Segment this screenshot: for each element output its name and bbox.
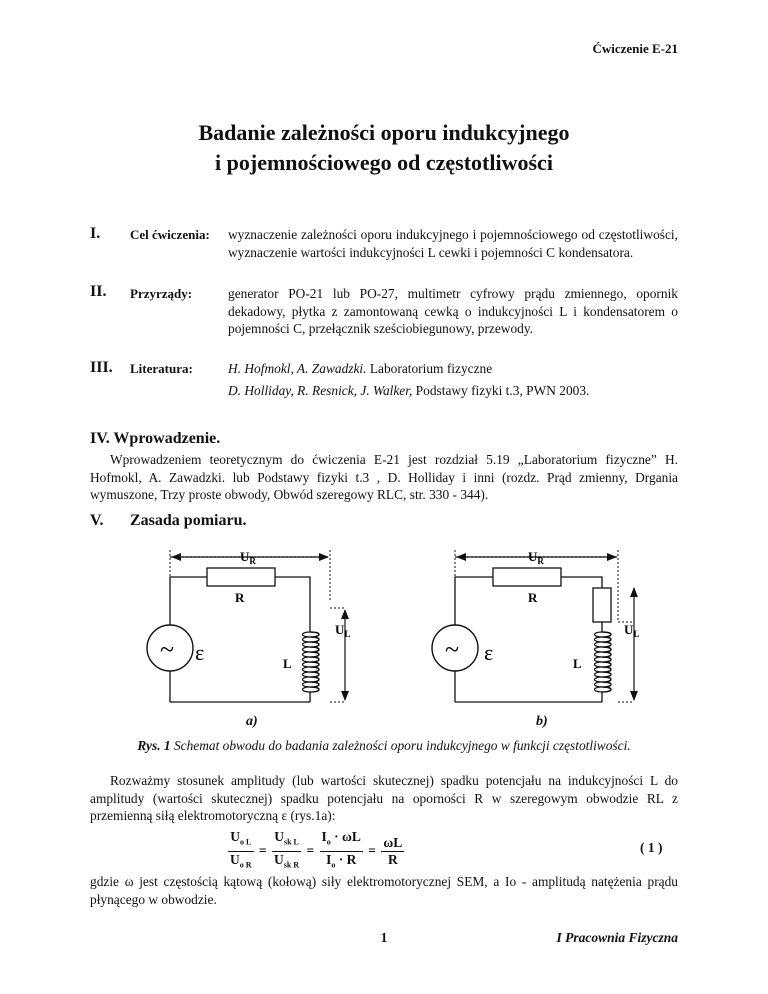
eq-fraction-3: $\frac{I_o \cdot \omega L}{I_o \cdot R}$ — [321, 829, 361, 870]
page-number: 1 — [380, 930, 388, 945]
inductor-a — [303, 632, 311, 692]
circuit-a — [147, 549, 350, 702]
section-1-text: wyznaczenie zależności oporu indukcyjnego i pojemnościowego od częstotliwości, wyznaczenie wartości indukcyjności L cewki i pojemności C kondensatora. — [228, 227, 678, 260]
eq-fraction-4: $\frac{\omega L}{R}$ — [383, 834, 403, 867]
title-line-2: i pojemnościowego od częstotliwości — [215, 150, 553, 175]
footer-lab: I Pracownia Fizyczna — [556, 930, 678, 945]
section-2-text: generator PO-21 lub PO-27, multimetr cyfrowy prądu zmiennego, opornik dekadowy, płytka z zamontowaną cewką o indukcyjności L i kondensatorem o pojemności C, przełącznik sześciobiegunowy, przewody. — [228, 286, 678, 336]
principle-number: V. — [90, 512, 104, 529]
emf-label-a: ε — [195, 640, 205, 665]
equation-number: ( 1 ) — [640, 840, 663, 855]
intro-heading: IV. Wprowadzenie. — [90, 430, 221, 447]
section-2-label: Przyrządy: — [130, 286, 193, 301]
ul-label-b: $U_L$ — [624, 622, 640, 639]
exercise-label: Ćwiczenie E-21 — [592, 41, 678, 56]
eq-fraction-1: $\frac{U_{o L}}{U_{o R}}$ — [230, 829, 252, 870]
eq-fraction-2: $\frac{U_{sk L}}{U_{sk R}}$ — [273, 829, 300, 870]
document-title — [0, 118, 768, 178]
title-line-1: Badanie zależności oporu indukcyjnego — [198, 120, 570, 145]
section-1-label: Cel ćwiczenia: — [130, 227, 210, 242]
l-label-a: L — [283, 656, 292, 671]
l-label-b: L — [573, 656, 582, 671]
figure-caption — [0, 738, 768, 754]
section-2-number: II. — [90, 283, 107, 300]
principle-heading: Zasada pomiaru. — [130, 512, 247, 529]
paragraph-text: Rozważmy stosunek amplitudy (lub wartości skutecznej) spadku potencjału na indukcyjności L do amplitudy (wartości skutecznej) spadku potencjału na oporności R w szeregowym obwodzie RL z przemienną siłą elektromotoryczną ε (rys.1a): — [90, 773, 678, 823]
literature-title: Podstawy fizyki t.3, PWN 2003. — [412, 383, 590, 398]
equation-1: $\frac{U_{o L}}{U_{o R}}$ = $\frac{U_{sk L}}{U_{sk R}}$ = $\frac{I_o \cdot \omega L}{I_o \cdot R}$ = $\frac{\omega L}{R}$ — [228, 829, 404, 873]
ac-symbol: ~ — [445, 635, 460, 664]
literature-item — [228, 360, 698, 378]
circuit-figure — [0, 535, 768, 755]
coil-resistance-b — [593, 588, 611, 622]
literature-item — [228, 382, 698, 400]
ur-label-a: $U_R$ — [240, 549, 256, 566]
subfigure-b-label: b) — [536, 714, 548, 729]
caption-lead: Rys. 1 — [137, 738, 171, 753]
ur-label-b: $U_R$ — [528, 549, 544, 566]
ac-symbol: ~ — [160, 635, 175, 664]
ul-label-a: $U_L$ — [335, 622, 351, 639]
caption-text: Schemat obwodu do badania zależności oporu indukcyjnego w funkcji częstotliwości. — [170, 738, 631, 753]
circuit-b — [432, 549, 639, 702]
literature-authors: D. Holliday, R. Resnick, J. Walker, — [228, 383, 413, 398]
subfigure-a-label: a) — [246, 714, 258, 729]
section-3-number: III. — [90, 359, 113, 376]
r-label-b: R — [528, 590, 538, 605]
resistor-b — [493, 568, 561, 586]
literature-title: Laboratorium fizyczne — [366, 361, 493, 376]
emf-label-b: ε — [484, 640, 494, 665]
literature-authors: H. Hofmokl, A. Zawadzki. — [228, 361, 367, 376]
section-1-number: I. — [90, 225, 101, 242]
inductor-b — [595, 632, 603, 692]
after-equation-text: gdzie ω jest częstością kątową (kołową) siły elektromotorycznej SEM, a Io - amplitudą natężenia prądu płynącego w obwodzie. — [90, 874, 678, 907]
r-label-a: R — [235, 590, 245, 605]
section-3-label: Literatura: — [130, 361, 193, 376]
intro-text: Wprowadzeniem teoretycznym do ćwiczenia E-21 jest rozdział 5.19 „Laboratorium fizyczne” H. Hofmokl, A. Zawadzki. lub Podstawy fizyki t.3 , D. Holliday i inni (rozdz. Prąd zmienny, Drgania wymuszone, Trzy proste obwody, Obwód szeregowy RLC, str. 330 - 344). — [90, 452, 678, 502]
resistor-a — [207, 568, 275, 586]
